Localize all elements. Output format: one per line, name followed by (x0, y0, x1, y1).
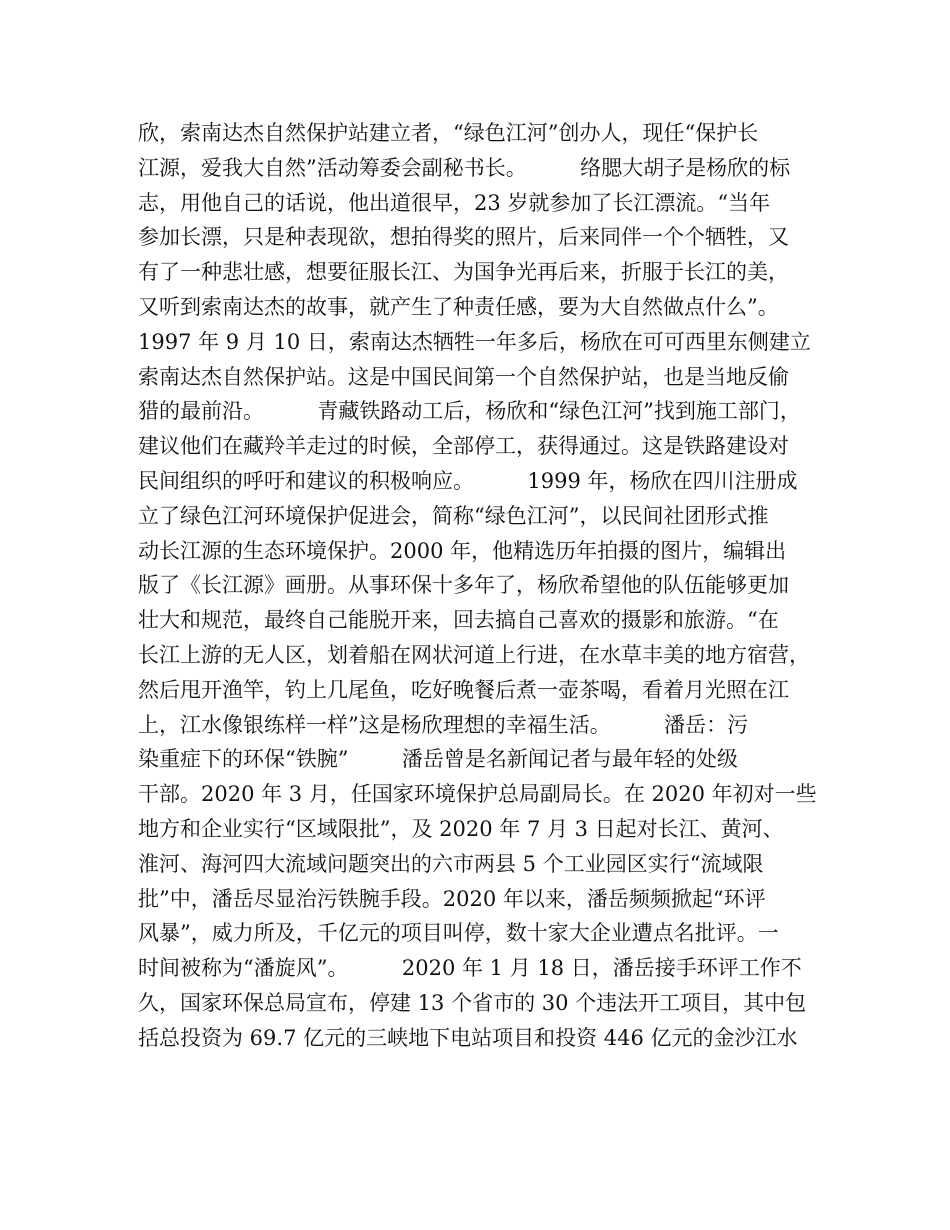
text-line: 民间组织的呼吁和建议的积极响应。 1999 年，杨欣在四川注册成 (138, 468, 798, 493)
text-line: 长江上游的无人区，划着船在网状河道上行进，在水草丰美的地方宿营， (138, 642, 810, 667)
text-line: 然后甩开渔竿，钓上几尾鱼，吃好晚餐后煮一壶茶喝，看着月光照在江 (138, 677, 789, 702)
text-line: 批”中，潘岳尽显治污铁腕手段。2020 年以来，潘岳频频掀起“环评 (138, 886, 766, 911)
text-line: 染重症下的环保“铁腕” 潘岳曾是名新闻记者与最年轻的处级 (138, 747, 738, 772)
text-line: 立了绿色江河环境保护促进会，简称“绿色江河”，以民间社团形式推 (138, 503, 769, 528)
text-line: 上，江水像银练样一样”这是杨欣理想的幸福生活。 潘岳：污 (138, 712, 749, 737)
text-line: 江源，爱我大自然”活动筹委会副秘书长。 络腮大胡子是杨欣的标 (138, 155, 791, 180)
document-body (138, 116, 828, 1056)
text-line: 版了《长江源》画册。从事环保十多年了，杨欣希望他的队伍能够更加 (138, 573, 789, 598)
text-line: 索南达杰自然保护站。这是中国民间第一个自然保护站，也是当地反偷 (138, 364, 789, 389)
text-line: 欣，索南达杰自然保护站建立者，“绿色江河”创办人，现任“保护长 (138, 121, 759, 145)
text-line: 干部。2020 年 3 月，任国家环境保护总局副局长。在 2020 年初对一些 (138, 782, 817, 807)
text-line: 1997 年 9 月 10 日，索南达杰牺牲一年多后，杨欣在可可西里东侧建立 (138, 329, 811, 354)
text-line: 动长江源的生态环境保护。2000 年，他精选历年拍摄的图片，编辑出 (138, 538, 787, 563)
text-line: 壮大和规范，最终自己能脱开来，回去搞自己喜欢的摄影和旅游。“在 (138, 608, 779, 633)
text-line: 建议他们在藏羚羊走过的时候，全部停工，获得通过。这是铁路建设对 (138, 434, 789, 459)
text-line: 又听到索南达杰的故事，就产生了种责任感，要为大自然做点什么”。 (138, 294, 779, 319)
text-line: 参加长漂，只是种表现欲，想拍得奖的照片，后来同伴一个个牺牲，又 (138, 225, 789, 250)
text-line: 风暴”，威力所及，千亿元的项目叫停，数十家大企业遭点名批评。一 (138, 921, 779, 946)
text-line: 时间被称为“潘旋风”。 2020 年 1 月 18 日，潘岳接手环评工作不 (138, 956, 802, 981)
text-line: 猎的最前沿。 青藏铁路动工后，杨欣和“绿色江河”找到施工部门， (138, 399, 801, 424)
text-line: 括总投资为 69.7 亿元的三峡地下电站项目和投资 446 亿元的金沙江水 (138, 1025, 798, 1050)
text-line: 有了一种悲壮感，想要征服长江、为国争光再后来，折服于长江的美， (138, 260, 789, 285)
text-line: 地方和企业实行“区域限批”，及 2020 年 7 月 3 日起对长江、黄河、 (138, 816, 784, 841)
text-line: 志，用他自己的话说，他出道很早，23 岁就参加了长江漂流。“当年 (138, 190, 771, 215)
text-line: 淮河、海河四大流域问题突出的六市两县 5 个工业园区实行“流域限 (138, 851, 764, 876)
text-line: 久，国家环保总局宣布，停建 13 个省市的 30 个违法开工项目，其中包 (138, 990, 807, 1015)
